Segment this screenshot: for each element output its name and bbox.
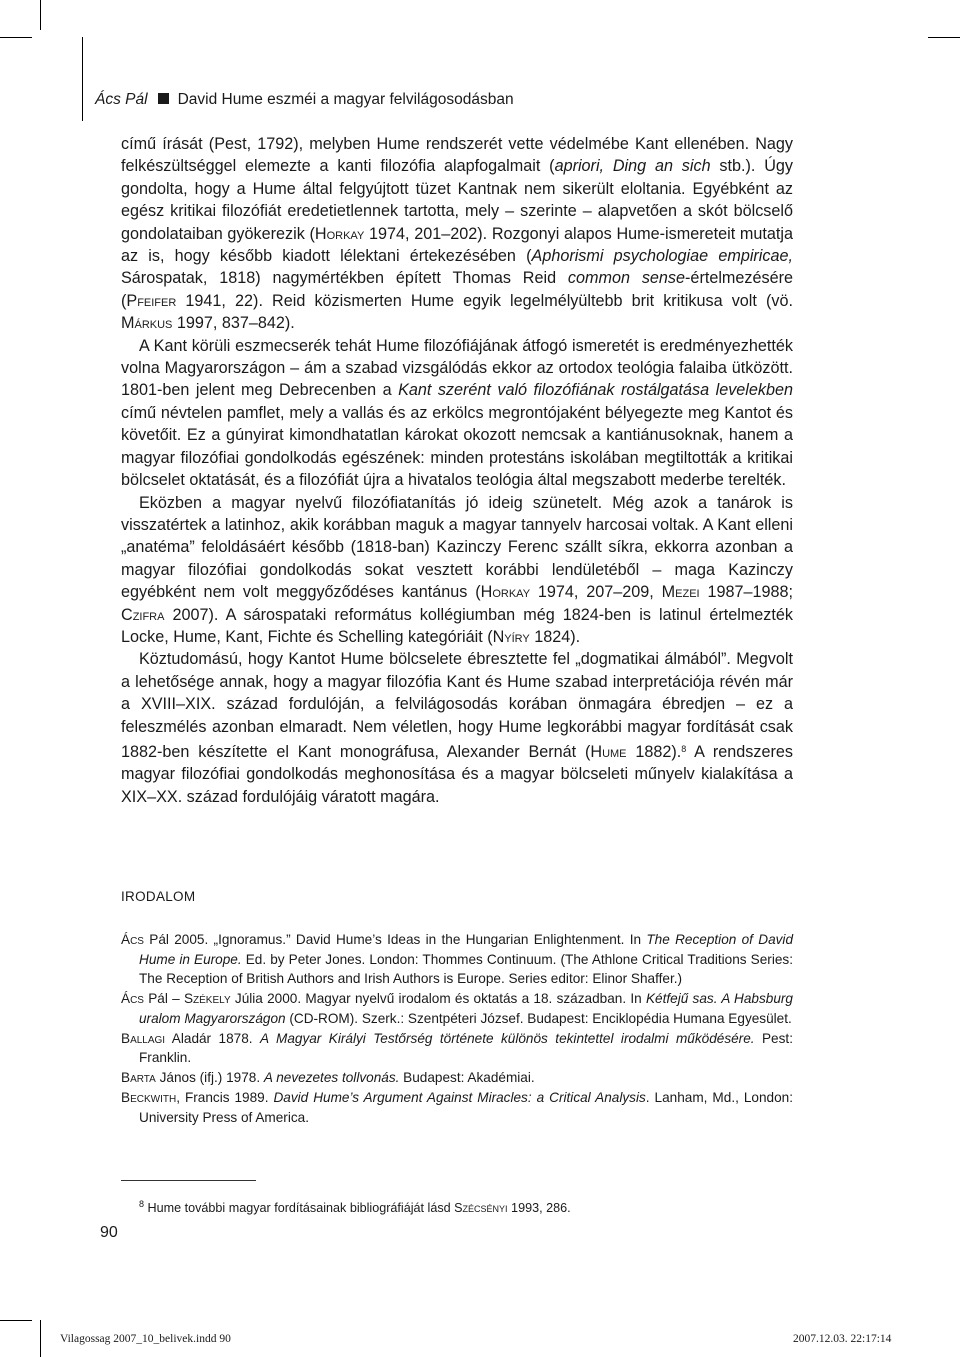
slug-filename: Vilagossag 2007_10_belivek.indd 90 bbox=[60, 1333, 231, 1345]
paragraph: című írását (Pest, 1792), melyben Hume rendszerét vette védelmébe Kant ellenében. Nagy felkészültséggel elemezte a kanti filozófia alapfogalmait (apriori, Ding an sich stb.). Úgy gondolta, hogy a Hume által felgyújtott tüzet Kantnak nem sikerült eloltania. Egyébként az egész kritikai filozófiát eredetietlennek tartotta, mely – szerinte – alapvetően a skót bölcselő gondolataiban gyökerezik (Horkay 1974, 201–202). Rozgonyi alapos Hume-ismereteit mutatja az is, hogy később kiadott lélektani értekezésében (Aphorismi psychologiae empiricae, Sárospatak, 1818) nagymértékben épített Thomas Reid common sense-értelmezésére (Pfeifer 1941, 22). Reid közismerten Hume egyik legelmélyültebb brit kritikusa volt (vö. Márkus 1997, 837–842). bbox=[121, 135, 794, 333]
reference-item: Ács Pál 2005. „Ignoramus.” David Hume’s Ideas in the Hungarian Enlightenment. In The Reception of David Hume in Europe. Ed. by Peter Jones. London: Thommes Continuum. (The Athlone Critical Traditions Series: The Reception of British Authors and Irish Authors is Europe. Series editor: Elinor Shaffer.) bbox=[121, 932, 794, 986]
paragraph: A Kant körüli eszmecserék tehát Hume filozófiájának átfogó ismeretét is eredményezhették volna Magyarországon – ám a szabad vizsgálódás ekkor az ortodox teológia falaiba ütközött. 1801-ben jelent meg Debrecenben a Kant szerént való filozófiának rostálgatása levelekben című névtelen pamflet, mely a vallás és az erkölcs megrontójaként bélyegezte meg Kantot és követőit. Ez a gúnyirat kimondhatatlan károkat okozott nemcsak a kantiánusoknak, hanem a magyar filozófiai gondolkodás egészének: minden protestáns iskolában megtiltották a kritikai bölcselet oktatását, és a filozófiát újra a hivatalos teológia által megszabott mederbe terelték. bbox=[121, 336, 793, 490]
cited-author: Czifra bbox=[121, 605, 165, 624]
page-number: 90 bbox=[100, 1224, 118, 1241]
cited-author: Nyíry bbox=[492, 627, 530, 646]
footnote-number: 8 bbox=[139, 1199, 145, 1209]
cited-author: Mezei bbox=[661, 583, 700, 602]
reference-item: Ballagi Aladár 1878. A Magyar Királyi Testőrség története különös tekintettel irodalmi működésére. Pest: Franklin. bbox=[121, 1030, 793, 1065]
header-author: Ács Pál bbox=[95, 91, 148, 108]
crop-mark bbox=[0, 1320, 32, 1321]
paragraph: Köztudomású, hogy Kantot Hume bölcselete ébresztette fel „dogmatikai álmából”. Megvolt a lehetősége annak, hogy a magyar filozófia Kant és Hume szabad interpretációja révén már a XVIII–XIX. század fordulóján, a felvilágosodás korában önmagára ébredjen – ez a feleszmélés azonban elmaradt. Nem véletlen, hogy Hume legkorábbi magyar fordítását csak 1882-ben készítette el Kant monográfusa, Alexander Bernát (Hume 1882).$^8$ A rendszeres magyar filozófiai gondolkodás meghonosítása és a magyar bölcseleti műnyelv kialakítása a XIX–XX. század fordulójáig váratott magára. bbox=[121, 650, 793, 806]
footnote-divider bbox=[121, 1180, 256, 1181]
paragraph: Eközben a magyar nyelvű filozófiatanítás jó ideig szünetelt. Még azok a tanárok is visszatértek a latinhoz, akik korábban maguk a magyar tannyelv harcosai voltak. A Kant elleni „anatéma” feloldásáért később (1818-ban) Kazinczy Ferenc szállt síkra, ekkorra azonban a magyar filozófiai gondolkodás sokat vesztett korábbi lendületéből – maga Kazinczy egyébként nem volt meggyőződéses kantánus (Horkay 1974, 207–209, Mezei 1987–1988; Czifra 2007). A sárospataki református kollégiumban még 1824-ben is latinul értelmezték Locke, Hume, Kant, Fichte és Schelling kategóriáit (Nyíry 1824). bbox=[121, 493, 793, 646]
crop-mark bbox=[40, 0, 41, 30]
slug-timestamp: 2007.12.03. 22:17:14 bbox=[793, 1333, 892, 1345]
crop-mark bbox=[82, 37, 83, 121]
running-header bbox=[95, 90, 815, 110]
footnote: $^8$ Hume további magyar fordításainak bibliográfiáját lásd Szécsényi 1993, 286. bbox=[139, 1199, 571, 1215]
reference-item: Beckwith, Francis 1989. David Hume’s Argument Against Miracles: a Critical Analysis. Lanham, Md., London: University Press of America. bbox=[121, 1090, 793, 1125]
crop-mark bbox=[40, 1320, 41, 1357]
square-bullet-icon bbox=[158, 93, 169, 104]
reference-list bbox=[121, 930, 793, 1128]
reference-item: Ács Pál – Székely Júlia 2000. Magyar nyelvű irodalom és oktatás a 18. században. In Kétfejű sas. A Habsburg uralom Magyarországon (CD-ROM). Szerk.: Szentpéteri József. Budapest: Enciklopédia Humana Egyesület. bbox=[121, 991, 793, 1026]
cited-author: Hume bbox=[590, 742, 627, 761]
reference-item: Barta János (ifj.) 1978. A nevezetes tollvonás. Budapest: Akadémiai. bbox=[121, 1070, 535, 1085]
cited-author: Márkus bbox=[121, 314, 173, 333]
cited-author: Pfeifer bbox=[126, 291, 177, 310]
crop-mark bbox=[928, 37, 960, 38]
footnote-ref: 8 bbox=[681, 743, 687, 754]
section-title: IRODALOM bbox=[121, 889, 196, 904]
cited-author: Horkay bbox=[314, 224, 365, 243]
article-body bbox=[121, 133, 793, 808]
cited-author: Horkay bbox=[480, 583, 531, 602]
crop-mark bbox=[0, 37, 32, 38]
header-title: David Hume eszméi a magyar felvilágosodásban bbox=[177, 91, 514, 108]
